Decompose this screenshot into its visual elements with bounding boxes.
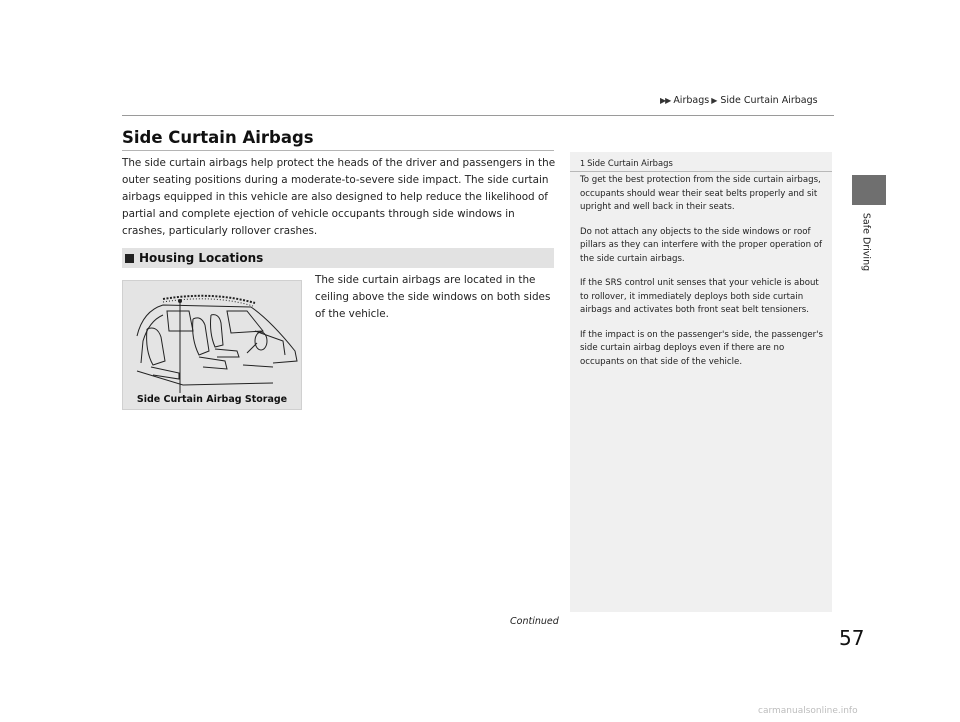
page-title: Side Curtain Airbags xyxy=(122,128,314,147)
section-heading-text: Housing Locations xyxy=(139,251,264,265)
watermark: carmanualsonline.info xyxy=(758,706,858,716)
note-divider xyxy=(570,171,832,172)
notes-sidebar xyxy=(570,152,832,612)
note-body xyxy=(580,174,828,380)
title-divider xyxy=(122,150,554,151)
double-arrow-icon: ▶▶ xyxy=(660,96,671,105)
vehicle-interior-illustration xyxy=(123,281,303,411)
breadcrumb-item-current: Side Curtain Airbags xyxy=(720,95,818,106)
section-label xyxy=(856,212,876,272)
note-paragraph: If the impact is on the passenger's side, the passenger's side curtain airbag deploys even if there are no occupants on that side of the vehicle. xyxy=(580,329,823,367)
airbag-diagram xyxy=(122,280,302,410)
square-bullet-icon xyxy=(125,254,134,263)
continued-label: Continued xyxy=(510,616,559,627)
figure-caption: Side Curtain Airbag Storage xyxy=(136,394,288,405)
section-tab xyxy=(852,175,886,205)
pointer-dot xyxy=(178,299,182,303)
note-marker: 1 xyxy=(580,159,586,168)
intro-paragraph: The side curtain airbags help protect the heads of the driver and passengers in the outer seating positions during a moderate-to-severe side impact. The side curtain airbags equipped in this vehicle are also designed to help reduce the likelihood of partial and complete ejection of vehicle occupants through side windows in crashes, particularly rollover crashes. xyxy=(122,157,556,237)
breadcrumb xyxy=(660,95,818,106)
note-paragraph: Do not attach any objects to the side windows or roof pillars as they can interfere with the proper operation of the side curtain airbags. xyxy=(580,226,823,264)
section-label-text: Safe Driving xyxy=(860,212,872,272)
body-paragraph: The side curtain airbags are located in the ceiling above the side windows on both sides of the vehicle. xyxy=(315,274,551,320)
section-heading xyxy=(122,248,554,268)
page-number: 57 xyxy=(839,626,865,650)
header-divider xyxy=(122,115,834,116)
arrow-icon: ▶ xyxy=(711,96,718,105)
note-title-text: Side Curtain Airbags xyxy=(587,158,673,168)
note-title xyxy=(580,158,673,168)
breadcrumb-item-airbags[interactable]: Airbags xyxy=(673,95,710,106)
note-paragraph: To get the best protection from the side curtain airbags, occupants should wear their seat belts properly and sit upright and well back in their seats. xyxy=(580,175,821,212)
note-paragraph: If the SRS control unit senses that your vehicle is about to rollover, it immediately deploys both side curtain airbags and activates both front seat belt tensioners. xyxy=(580,278,819,315)
